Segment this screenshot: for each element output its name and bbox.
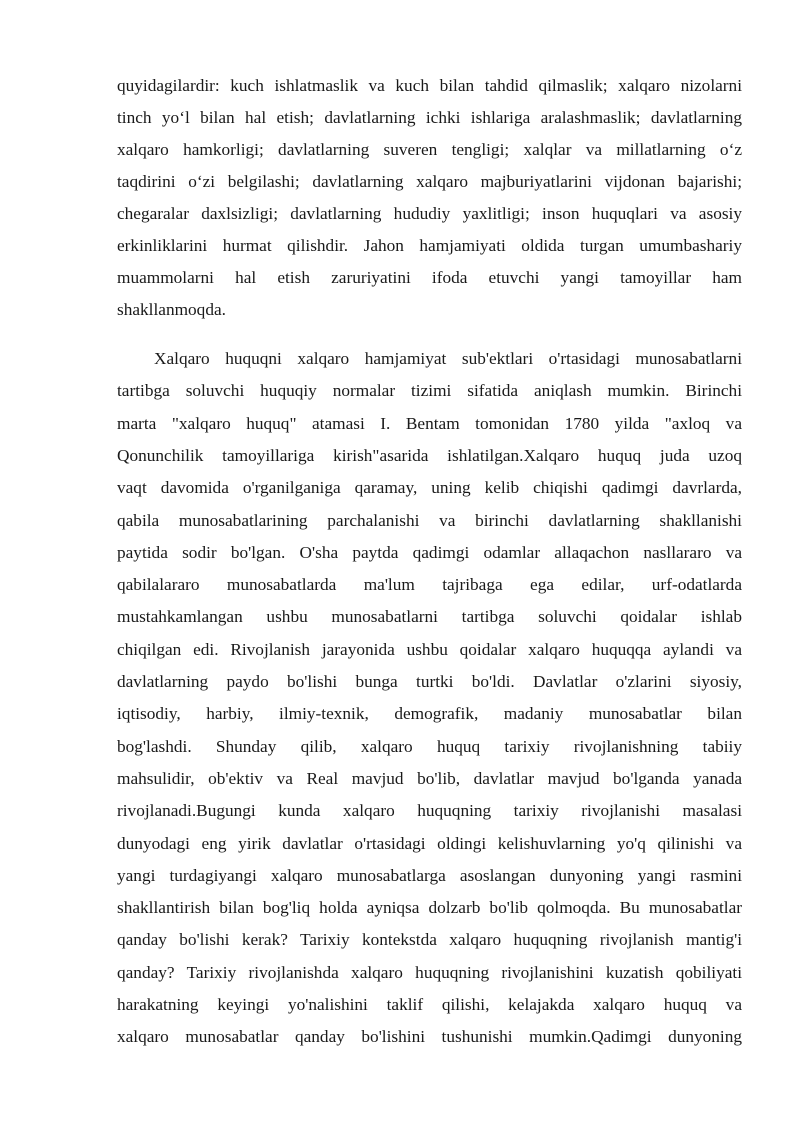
- text-line: bog'lashdi. Shunday qilib, xalqaro huquq tarixiy rivojlanishning tabiiy: [117, 736, 742, 756]
- text-line: mustahkamlangan ushbu munosabatlarni tartibga soluvchi qoidalar ishlab: [117, 607, 742, 627]
- text-line: shakllanmoqda.: [117, 300, 226, 319]
- text-line: muammolarni hal etish zaruriyatini ifoda etuvchi yangi tamoyillar ham: [117, 268, 742, 287]
- text-line: paytida sodir bo'lgan. O'sha paytda qadimgi odamlar allaqachon nasllararo va: [117, 542, 742, 562]
- text-line: taqdirini o‘zi belgilashi; davlatlarning xalqaro majburiyatlarini vijdonan bajarishi;: [117, 172, 742, 191]
- text-line: shakllantirish bilan bog'liq holda ayniqsa dolzarb bo'lib qolmoqda. Bu munosabatlar: [117, 898, 742, 918]
- text-line: chiqilgan edi. Rivojlanish jarayonida ushbu qoidalar xalqaro huquqqa aylandi va: [117, 639, 742, 659]
- text-line: tartibga soluvchi huquqiy normalar tizimi sifatida aniqlash mumkin. Birinchi: [117, 381, 742, 401]
- text-line: qanday bo'lishi kerak? Tarixiy kontekstda xalqaro huquqning rivojlanish mantig'i: [117, 930, 742, 950]
- text-line: qabilalararo munosabatlarda ma'lum tajribaga ega edilar, urf-odatlarda: [117, 575, 742, 595]
- text-line: tinch yo‘l bilan hal etish; davlatlarning ichki ishlariga aralashmaslik; davlatlarning: [117, 108, 742, 127]
- text-line: Qonunchilik tamoyillariga kirish"asarida ishlatilgan.Xalqaro huquq juda uzoq: [117, 445, 742, 465]
- text-line: vaqt davomida o'rganilganiga qaramay, uning kelib chiqishi qadimgi davrlarda,: [117, 478, 742, 498]
- text-line: chegaralar daxlsizligi; davlatlarning hududiy yaxlitligi; inson huquqlari va asosiy: [117, 204, 742, 223]
- text-line: Xalqaro huquqni xalqaro hamjamiyat sub'ektlari o'rtasidagi munosabatlarni: [154, 349, 742, 368]
- text-line: rivojlanadi.Bugungi kunda xalqaro huquqning tarixiy rivojlanishi masalasi: [117, 801, 742, 821]
- text-line: quyidagilardir: kuch ishlatmaslik va kuch bilan tahdid qilmaslik; xalqaro nizolarni: [117, 76, 742, 95]
- text-line: iqtisodiy, harbiy, ilmiy-texnik, demografik, madaniy munosabatlar bilan: [117, 704, 742, 724]
- text-line: qabila munosabatlarining parchalanishi va birinchi davlatlarning shakllanishi: [117, 510, 742, 530]
- text-line: qanday? Tarixiy rivojlanishda xalqaro huquqning rivojlanishini kuzatish qobiliyati: [117, 962, 742, 982]
- text-line: harakatning keyingi yo'nalishini taklif qilishi, kelajakda xalqaro huquq va: [117, 995, 742, 1014]
- text-line: erkinliklarini hurmat qilishdir. Jahon hamjamiyati oldida turgan umumbashariy: [117, 236, 742, 255]
- text-line: marta "xalqaro huquq" atamasi I. Bentam tomonidan 1780 yilda "axloq va: [117, 413, 742, 433]
- text-line: yangi turdagiyangi xalqaro munosabatlarga asoslangan dunyoning yangi rasmini: [117, 865, 742, 885]
- text-line: xalqaro hamkorligi; davlatlarning suveren tengligi; xalqlar va millatlarning o‘z: [117, 140, 742, 159]
- text-line: mahsulidir, ob'ektiv va Real mavjud bo'lib, davlatlar mavjud bo'lganda yanada: [117, 768, 742, 788]
- text-line: xalqaro munosabatlar qanday bo'lishini tushunishi mumkin.Qadimgi dunyoning: [117, 1027, 742, 1047]
- text-line: dunyodagi eng yirik davlatlar o'rtasidagi oldingi kelishuvlarning yo'q qilinishi va: [117, 833, 742, 853]
- text-line: davlatlarning paydo bo'lishi bunga turtki bo'ldi. Davlatlar o'zlarini siyosiy,: [117, 672, 742, 691]
